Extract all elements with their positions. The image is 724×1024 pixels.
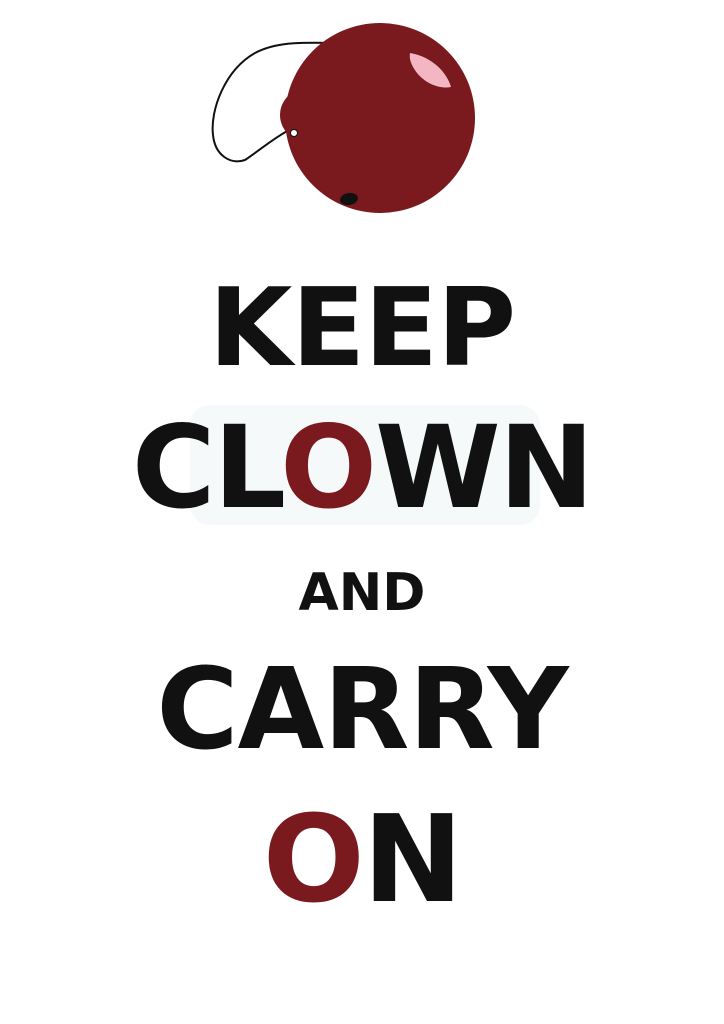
title-line-on [0, 791, 724, 930]
word-and: AND [298, 563, 426, 623]
nose-eyelet [291, 130, 298, 137]
clown-nose-icon [205, 15, 485, 225]
title-line-and [0, 563, 724, 623]
word-clown-accent-o: O [280, 401, 375, 534]
word-carry: CARRY [156, 645, 568, 775]
word-clown-part1: CL [131, 401, 281, 534]
title-line-keep [0, 266, 724, 391]
title-line-carry [0, 645, 724, 775]
word-on-rest: N [362, 791, 462, 930]
title-line-clown [0, 401, 724, 534]
word-on-accent-o: O [262, 791, 363, 930]
word-keep: KEEP [208, 266, 516, 391]
nose-lump [280, 87, 340, 143]
word-clown-part2: WN [375, 401, 593, 534]
